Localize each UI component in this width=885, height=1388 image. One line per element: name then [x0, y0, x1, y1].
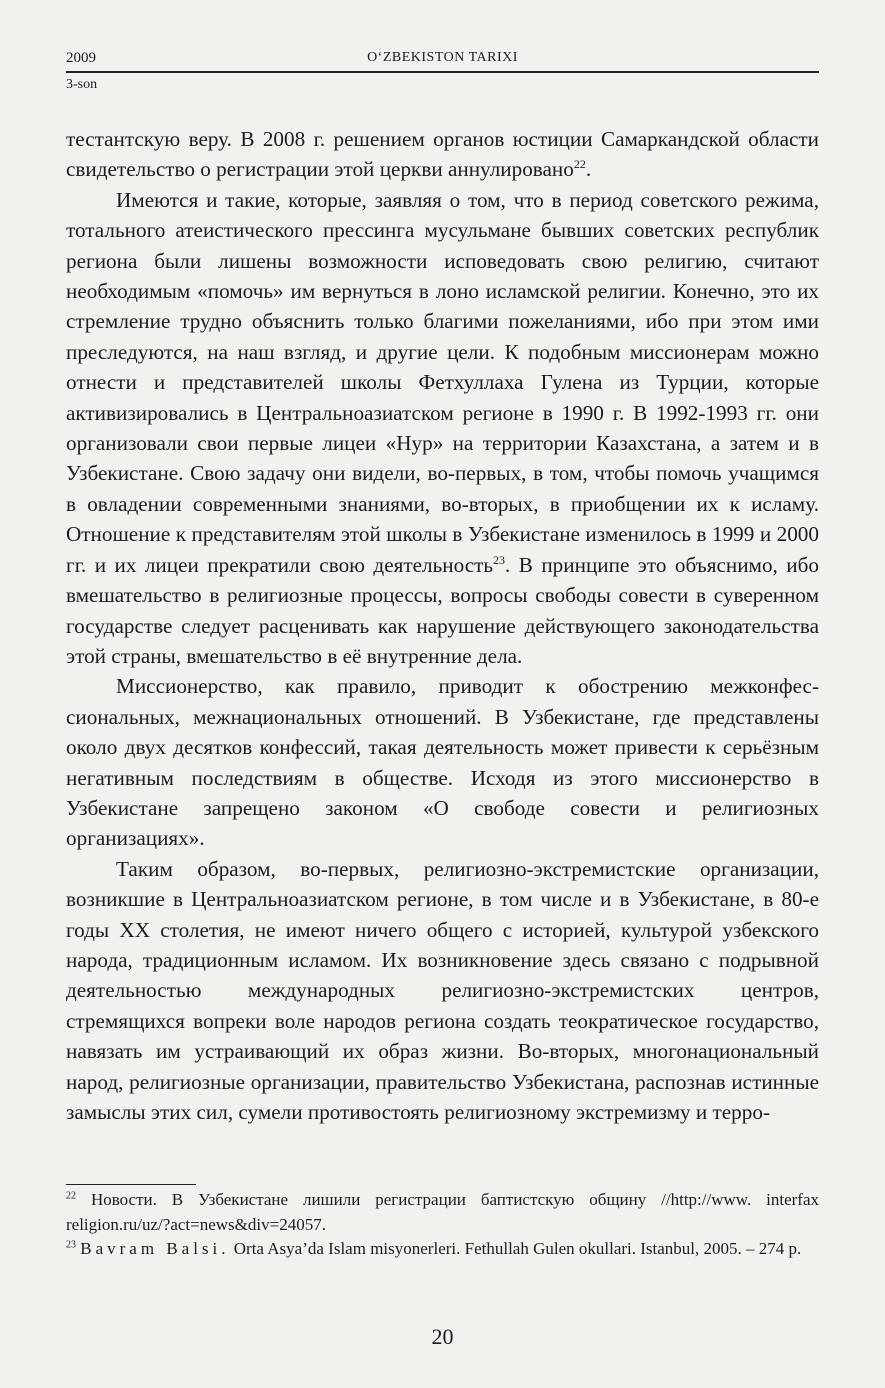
footnote-text: Новости. В Узбекистане лишили регистрации баптистскую общину //http://www. interfax religion.ru/uz/?act=news&div=24057.: [66, 1190, 819, 1234]
header-journal-title: O‘ZBEKISTON TARIXI: [367, 50, 518, 65]
footnote: [66, 1237, 819, 1262]
footnotes: [66, 1188, 819, 1262]
running-header: [66, 48, 819, 92]
footnote-number: 22: [66, 1190, 76, 1202]
paragraph: [66, 185, 819, 672]
paragraph: [66, 671, 819, 853]
footnote-ref: 22: [573, 157, 586, 172]
footnote-text: Orta Asya’da Islam misyonerleri. Fethullah Gulen okullari. Istanbul, 2005. – 274 p.: [233, 1239, 802, 1258]
footnote-ref: 23: [493, 552, 506, 567]
footnote-separator: [66, 1184, 196, 1185]
paragraph-text: Таким образом, во-первых, религиозно-экстремистские организации, возникшие в Центральноазиатском регионе, в том числе и в Узбекистане, в 80-е годы XX столетия, не имеют ничего общего с историей, культурой узбекского народа, традиционным исламом. Их возникновение здесь связано с подрывной деятельностью международных религиозно-экстремистских центров, стремящихся вопреки воле народов региона создать теократическое государство, навязать им устраивающий их образ жизни. Во-вторых, многонациональный народ, религиозные организации, правительство Узбекистана, распознав истинные замыслы этих сил, сумели противостоять религиозному экстремизму и терро-: [66, 856, 819, 1124]
paragraph-text: тестантскую веру. В 2008 г. решением органов юстиции Самаркандской области свидетельство о регистрации этой церкви аннулировано: [66, 127, 819, 182]
paragraph-text: Имеются и такие, которые, заявляя о том, что в период советского режима, тотального атеистического прессинга мусульмане бывших советских республик региона были лишены возможности исповедовать свою религию, считают необходимым «помочь» им вернуться в лоно исламской религии. Конечно, это их стремление трудно объяснить только благими пожеланиями, ибо при этом ими преследуются, на наш взгляд, и другие цели. К подобным миссионерам можно отнести и представителей школы Фетхуллаха Гулена из Турции, которые активизировались в Центральноазиатском регионе в 1990 г. В 1992-1993 гг. они организовали свои первые лицеи «Нур» на территории Казахстана, а затем и в Узбекистане. Свою задачу они видели, во-первых, в том, чтобы помочь учащимся в овладении современными знаниями, во-вторых, в приобщении их к исламу. Отношение к представителям этой школы в Узбекистане изменилось в 1999 и 2000 гг. и их лицеи прекратили свою деятельность: [66, 187, 819, 577]
footnote-number: 23: [66, 1239, 76, 1251]
paragraph-text-tail: . В принципе это объяснимо, ибо вмешательство в религиозные процессы, вопросы свободы совести в суверенном государстве следует расценивать как нарушение действующего законодательства этой страны, вмешательство в её внутренние дела.: [66, 552, 819, 668]
paragraph: [66, 124, 819, 185]
footnote: [66, 1188, 819, 1237]
paragraph-text-tail: .: [585, 157, 592, 182]
paragraph: [66, 854, 819, 1128]
paragraph-text: Миссионерство, как правило, приводит к обострению межконфессиональных, межнациональных отношений. В Узбекистане, где представлены около двух десятков конфессий, такая деятельность может привести к серьёзным негативным последствиям в обществе. Исходя из этого миссионерство в Узбекистане запрещено законом «О свободе совести и религиозных организациях».: [66, 674, 819, 851]
header-rule: [66, 71, 819, 73]
header-issue: 3-son: [66, 77, 98, 92]
main-text: [66, 124, 819, 1127]
footnote-author: Bavram Balsi.: [80, 1239, 230, 1258]
page-number: 20: [431, 1324, 454, 1349]
header-year: 2009: [66, 50, 96, 66]
